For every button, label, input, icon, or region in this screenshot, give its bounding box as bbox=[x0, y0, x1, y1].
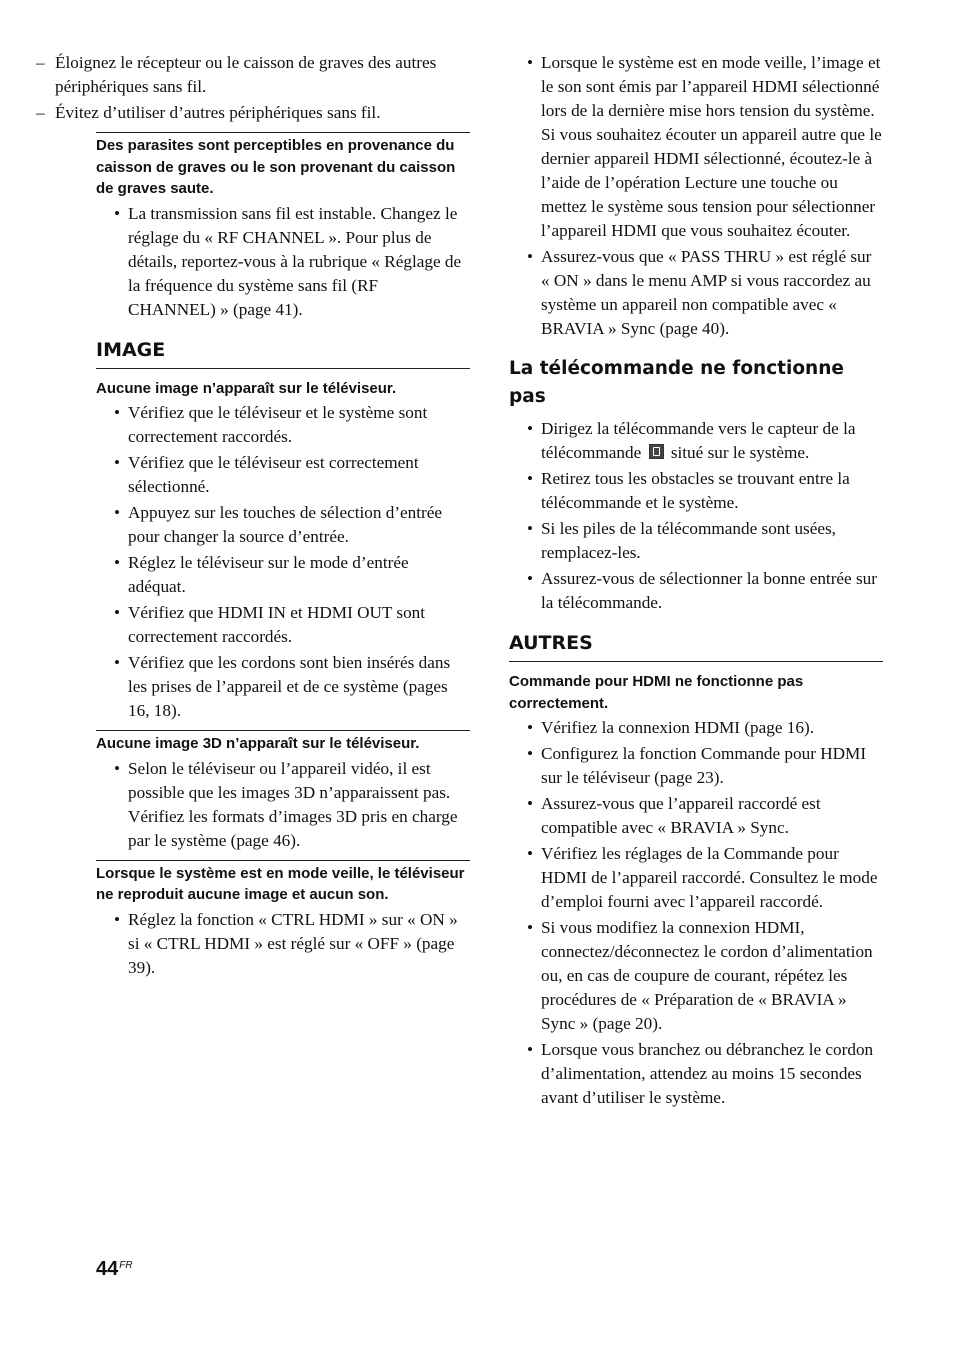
list-item: • Lorsque vous branchez ou débranchez le cordon d’alimentation, attendez au moins 15 secondes avant d’utiliser le système. bbox=[509, 1038, 883, 1110]
list-item: • Selon le téléviseur ou l’appareil vidéo, il est possible que les images 3D n’apparaissent pas. Vérifiez les formats d’images 3D pris en charge par le système (page 46). bbox=[96, 757, 470, 853]
list-item: • Appuyez sur les touches de sélection d’entrée pour changer la source d’entrée. bbox=[96, 501, 470, 549]
no-3d-list bbox=[96, 757, 470, 853]
page-language-suffix: FR bbox=[119, 1260, 133, 1271]
list-item: • Assurez-vous que « PASS THRU » est réglé sur « ON » dans le menu AMP si vous raccordez au système un appareil non compatible avec « BRAVIA » Sync (page 40). bbox=[509, 245, 883, 341]
hdmi-control-heading: Commande pour HDMI ne fonctionne pas correctement. bbox=[509, 673, 804, 712]
dash-item bbox=[0, 51, 470, 99]
page-number bbox=[96, 1258, 133, 1281]
no-image-list bbox=[96, 401, 470, 723]
list-item: • Vérifiez que HDMI IN et HDMI OUT sont correctement raccordés. bbox=[96, 601, 470, 649]
remote-sensor-icon bbox=[649, 444, 664, 459]
list-item: • Assurez-vous de sélectionner la bonne entrée sur la télécommande. bbox=[509, 567, 883, 615]
standby-heading: Lorsque le système est en mode veille, le téléviseur ne reproduit aucune image et aucun son. bbox=[96, 860, 470, 906]
list-item: • La transmission sans fil est instable. Changez le réglage du « RF CHANNEL ». Pour plus de détails, reportez-vous à la rubrique « Réglage de la fréquence du système sans fil (RF CHANNEL) » (page 41). bbox=[96, 202, 470, 322]
autres-section-title: AUTRES bbox=[509, 629, 883, 662]
left-column bbox=[36, 51, 470, 982]
parasites-heading: Des parasites sont perceptibles en provenance du caisson de graves ou le son provenant du caisson de graves saute. bbox=[96, 132, 470, 200]
list-item: • Si vous modifiez la connexion HDMI, connectez/déconnectez le cordon d’alimentation ou, en cas de coupure de courant, répétez les procédures de « Préparation de « BRAVIA » Sync » (page 20). bbox=[509, 916, 883, 1036]
list-item: • Vérifiez que les cordons sont bien insérés dans les prises de l’appareil et de ce système (pages 16, 18). bbox=[96, 651, 470, 723]
remote-section-title: La télécommande ne fonctionne pas bbox=[509, 358, 844, 407]
remote-item-text-before: Dirigez la télécommande vers le capteur de la télécommande bbox=[541, 419, 856, 462]
dash-marker: – bbox=[36, 103, 45, 122]
dash-item bbox=[0, 101, 470, 125]
remote-list bbox=[509, 417, 883, 615]
page-number-value: 44 bbox=[96, 1258, 119, 1280]
no-image-heading: Aucune image n’apparaît sur le téléviseur. bbox=[96, 379, 397, 397]
dash-item-text: Évitez d’utiliser d’autres périphériques sans fil. bbox=[55, 103, 381, 122]
standby-list bbox=[96, 908, 470, 980]
no-3d-heading: Aucune image 3D n’apparaît sur le téléviseur. bbox=[96, 730, 470, 755]
list-item: • Vérifiez que le téléviseur et le système sont correctement raccordés. bbox=[96, 401, 470, 449]
list-item: • Retirez tous les obstacles se trouvant entre la télécommande et le système. bbox=[509, 467, 883, 515]
image-section-title: IMAGE bbox=[96, 336, 470, 369]
list-item: • Réglez la fonction « CTRL HDMI » sur « ON » si « CTRL HDMI » est réglé sur « OFF » (page 39). bbox=[96, 908, 470, 980]
list-item: • Réglez le téléviseur sur le mode d’entrée adéquat. bbox=[96, 551, 470, 599]
list-item: • Vérifiez que le téléviseur est correctement sélectionné. bbox=[96, 451, 470, 499]
parasites-list bbox=[96, 202, 470, 322]
list-item: • Lorsque le système est en mode veille, l’image et le son sont émis par l’appareil HDMI sélectionné lors de la dernière mise hors tension du système. Si vous souhaitez écouter un appareil autre que le dernier appareil HDMI sélectionné, écoutez-le à l’aide de l’opération Lecture une touche ou mettez le système sous tension pour sélectionner l’appareil HDMI que vous souhaitez écouter. bbox=[509, 51, 883, 243]
dash-item-text: Éloignez le récepteur ou le caisson de graves des autres périphériques sans fil. bbox=[55, 53, 437, 96]
list-item: • Assurez-vous que l’appareil raccordé est compatible avec « BRAVIA » Sync. bbox=[509, 792, 883, 840]
list-item: • Vérifiez les réglages de la Commande pour HDMI de l’appareil raccordé. Consultez le mode d’emploi fourni avec l’appareil raccordé. bbox=[509, 842, 883, 914]
list-item: • Vérifiez la connexion HDMI (page 16). bbox=[509, 716, 883, 740]
standby-continued-list bbox=[509, 51, 883, 341]
hdmi-control-list bbox=[509, 716, 883, 1110]
remote-item-text-after: situé sur le système. bbox=[670, 443, 810, 462]
list-item: • Configurez la fonction Commande pour HDMI sur le téléviseur (page 23). bbox=[509, 742, 883, 790]
dash-marker: – bbox=[36, 53, 45, 72]
list-item bbox=[509, 417, 883, 465]
list-item: • Si les piles de la télécommande sont usées, remplacez-les. bbox=[509, 517, 883, 565]
intro-dash-list bbox=[36, 51, 470, 125]
right-column bbox=[509, 51, 883, 1112]
